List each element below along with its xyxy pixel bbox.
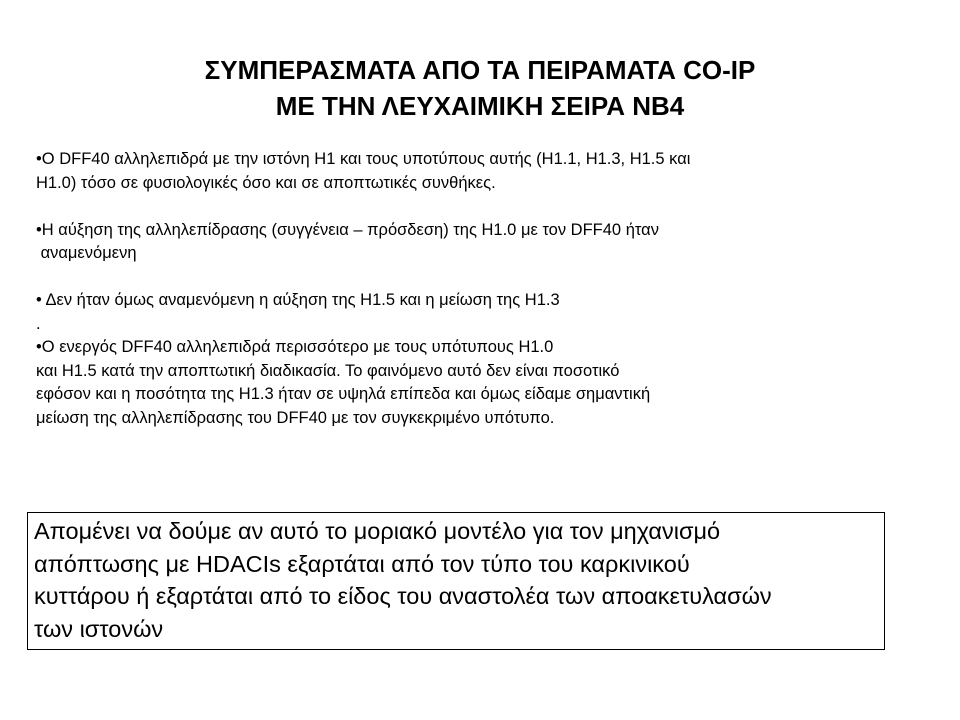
spacer [36,195,926,219]
bullet-item-3 [36,289,926,430]
bullet-line: Η1.0) τόσο σε φυσιολογικές όσο και σε αποπτωτικές συνθήκες. [36,173,496,192]
bullet-line: •Ο ενεργός DFF40 αλληλεπιδρά περισσότερο με τους υπότυπους Η1.0 [36,338,554,356]
callout-line: κυττάρου ή εξαρτάται από το είδος του αναστολέα των αποακετυλασών [34,583,772,609]
bullet-line: εφόσον και η ποσότητα της Η1.3 ήταν σε υψηλά επίπεδα και όμως είδαμε σημαντική [36,385,651,403]
title-line-1: ΣΥΜΠΕΡΑΣΜΑΤΑ ΑΠΟ ΤΑ ΠΕΙΡΑΜΑΤΑ CO-IP [204,55,756,85]
bullet-item-1 [36,148,926,195]
bullet-line: . [36,314,41,333]
conclusion-box [27,512,885,650]
callout-line: απόπτωσης με HDACIs εξαρτάται από τον τύπο του καρκινικού [34,550,690,577]
bullet-line: •Η αύξηση της αλληλεπίδρασης (συγγένεια – πρόσδεση) της Η1.0 με τον DFF40 ήταν [36,220,659,239]
callout-line: Απομένει να δούμε αν αυτό το μοριακό μοντέλο για τον μηχανισμό [34,518,721,544]
callout-line: των ιστονών [34,615,164,642]
spacer [36,266,926,290]
bullet-line: αναμενόμενη [36,244,137,262]
bullet-line: μείωση της αλληλεπίδρασης του DFF40 με τον συγκεκριμένο υπότυπο. [36,408,555,427]
bullet-list [36,148,926,430]
bullet-item-2 [36,219,926,266]
slide-title [80,52,880,124]
title-line-2: ΜΕ ΤΗΝ ΛΕΥΧΑΙΜΙΚΗ ΣΕΙΡΑ ΝΒ4 [275,91,685,121]
bullet-line: • Δεν ήταν όμως αναμενόμενη η αύξηση της Η1.5 και η μείωση της Η1.3 [36,291,560,309]
bullet-line: •Ο DFF40 αλληλεπιδρά με την ιστόνη Η1 και τους υποτύπους αυτής (Η1.1, Η1.3, Η1.5 και [36,150,691,168]
bullet-line: και Η1.5 κατά την αποπτωτική διαδικασία. Το φαινόμενο αυτό δεν είναι ποσοτικό [36,361,620,380]
